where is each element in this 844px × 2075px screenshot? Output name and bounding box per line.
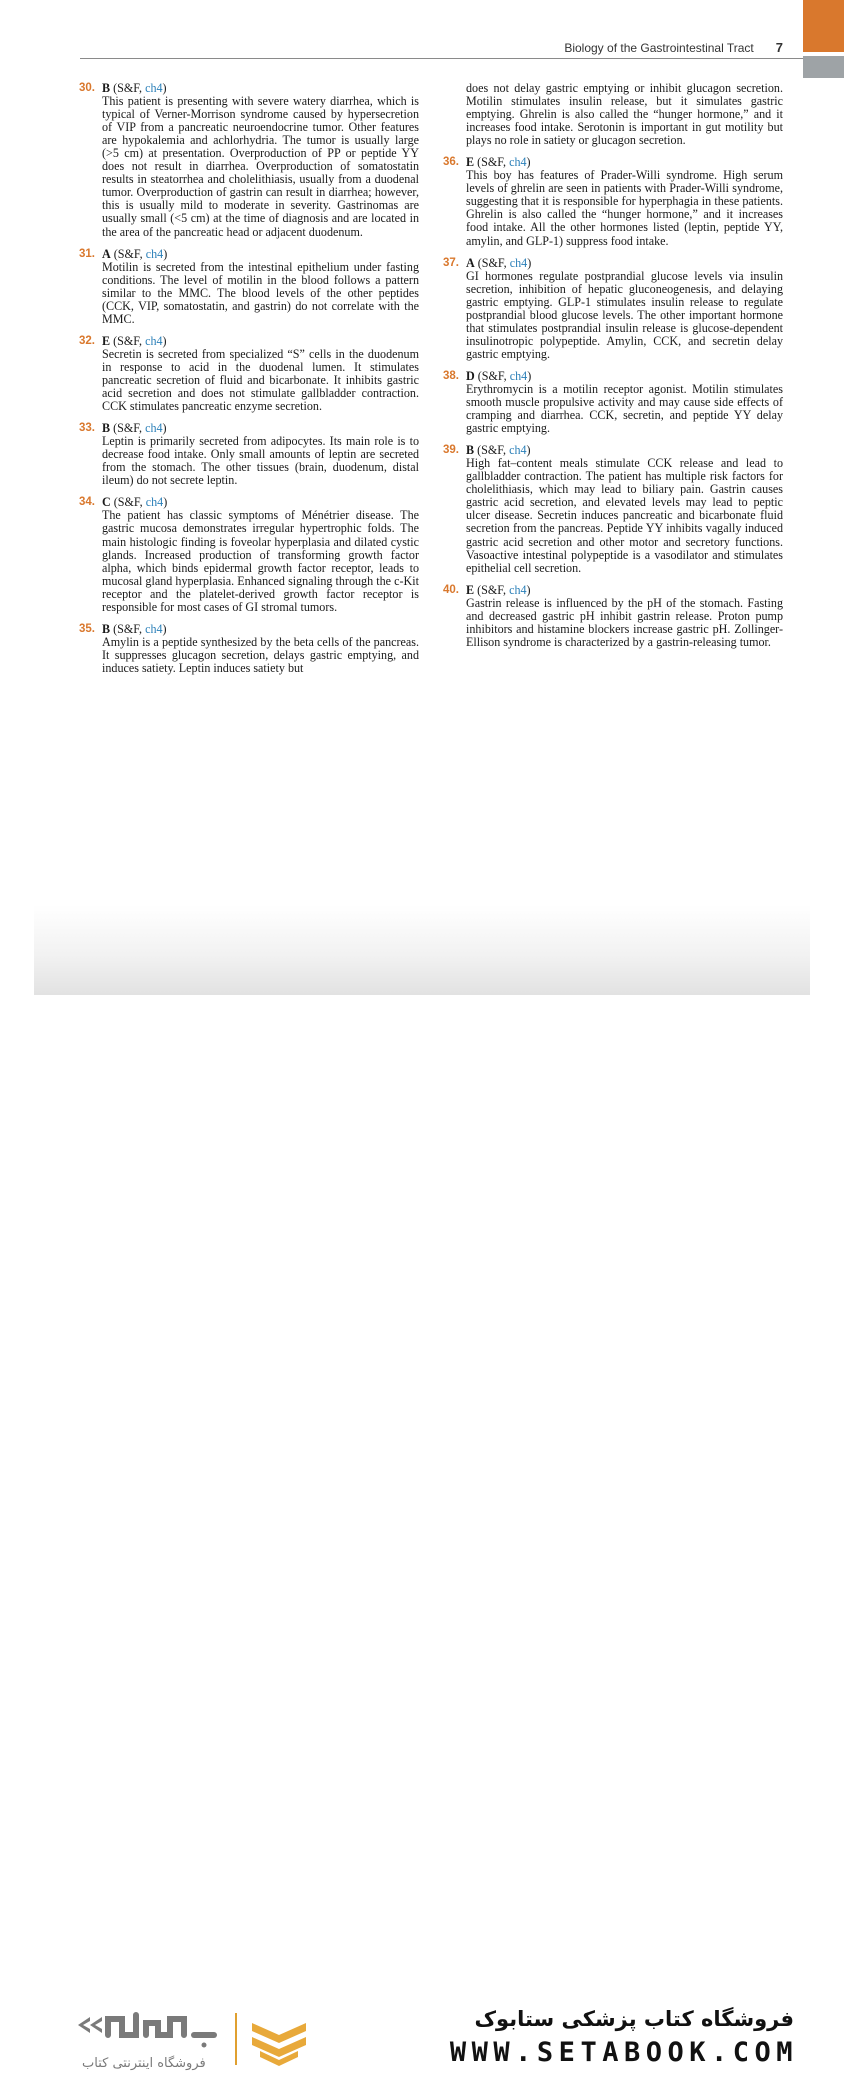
question-number: 40. [443, 583, 459, 596]
answer-line: B (S&F, ch4) [102, 81, 167, 95]
answer-letter: B [102, 421, 111, 436]
question-number: 30. [79, 82, 95, 94]
question-number: 38. [443, 369, 459, 382]
answer-item-40 [443, 582, 783, 649]
page-number: 7 [775, 40, 783, 55]
answer-letter: E [466, 582, 475, 597]
question-number: 39. [443, 444, 459, 457]
explanation-text-continued: does not delay gastric emptying or inhibit glucagon secretion. Motilin stimulates insulin release, but it simulates gastric emptying. Ghrelin is also called the “hunger hormone,” and it increases food intake. Serotonin is important in gut motility but plays no role in satiety or glucagon secretion. [466, 81, 783, 148]
answer-item-35 [79, 621, 419, 675]
answer-line: D (S&F, ch4) [466, 368, 532, 383]
answer-line: A (S&F, ch4) [102, 246, 168, 261]
source-reference: (S&F, [474, 443, 510, 458]
chapter-tab-gray [803, 56, 844, 78]
explanation-text: This patient is presenting with severe watery diarrhea, which is typical of Verner-Morrison syndrome caused by hypersecretion of VIP from a pancreatic neuroendocrine tumor. Other features are hypokalemia and achlorhydria. The tumor is usually large (>5 cm) at presentation. Overproduction of PP or peptide YY does not result in diarrhea. Overproduction of somatostatin results in steatorrhea and cholelithiasis, usually from a duodenal tumor. Overproduction of gastrin can result in diarrhea; however, this is usually mild to moderate in severity. Gastrinomas are usually small (<5 cm) at the time of diagnosis and are located in the area of the pancreatic head or adjacent duodenum. [102, 94, 419, 239]
logo-caption: فروشگاه اینترنتی کتاب [82, 2056, 206, 2071]
setabook-logo [74, 2005, 334, 2075]
answer-line: B (S&F, ch4) [466, 443, 531, 458]
question-number: 35. [79, 622, 95, 635]
answer-letter: A [466, 255, 475, 270]
answer-item-34 [79, 495, 419, 614]
answer-line: E (S&F, ch4) [466, 155, 531, 170]
answer-item-36 [443, 155, 783, 248]
chapter-tab-orange [803, 0, 844, 52]
explanation-text: This boy has features of Prader-Willi syndrome. High serum levels of ghrelin are seen in patients with Prader-Willi syndrome, suggesting that it is responsible for hyperphagia in these patients. Ghrelin is also called the “hunger hormone,” and it increases food intake. All the other hormones listed (leptin, peptide YY, amylin, and GLP-1) suppress food intake. [466, 168, 783, 248]
question-number: 33. [79, 422, 95, 435]
source-reference: (S&F, [474, 368, 510, 383]
answer-letter: B [102, 621, 111, 636]
explanation-text: Erythromycin is a motilin receptor agonist. Motilin stimulates smooth muscle propulsive activity and may cause side effects of cramping and diarrhea. CCK, secretin, and peptide YY delay gastric emptying. [466, 381, 783, 436]
explanation-text: High fat–content meals stimulate CCK release and lead to gallbladder contraction. The patient has multiple risk factors for cholelithiasis, which may lead to biliary pain. Gastrin causes gastric acid secretion, and elevated levels may lead to peptic ulcer disease. Secretin induces pancreatic and bicarbonate fluid secretion from the pancreas. Peptide YY inhibits vagally induced gastric acid secretion and other motor and secretory functions. Vasoactive intestinal polypeptide is a vasodilator and stimulates epithelial cell secretion. [466, 456, 783, 575]
chapter-link[interactable]: ch4 [145, 421, 163, 436]
explanation-text: Secretin is secreted from specialized “S” cells in the duodenum in response to acid in the duodenal lumen. It stimulates pancreatic secretion of fluid and bicarbonate. It inhibits gastric acid secretion and does not stimulate gallbladder contraction. CCK stimulates pancreatic enzyme secretion. [102, 346, 419, 414]
explanation-text: The patient has classic symptoms of Ménétrier disease. The gastric mucosa demonstrates irregular hypertrophic folds. The main histologic finding is foveolar hyperplasia and dilated cystic glands. Increased production of transforming growth factor alpha, which binds epidermal growth factor receptor, leads to mucosal gland hyperplasia. Enhanced signaling through the c-Kit receptor and the platelet-derived growth factor receptor is responsible for most cases of GI stromal tumors. [102, 508, 419, 614]
explanation-text: GI hormones regulate postprandial glucose levels via insulin secretion, inhibition of hepatic gluconeogenesis, and delaying gastric emptying. GLP-1 stimulates insulin release to regulate postprandial blood glucose levels. The other important hormone that stimulates postprandial insulin release is glucose-dependent insulinotropic polypeptide. Amylin, CCK, and secretin delay gastric emptying. [466, 268, 783, 361]
answer-line: A (S&F, ch4) [466, 255, 532, 270]
chapter-link[interactable]: ch4 [145, 333, 163, 348]
source-reference: (S&F, [110, 246, 146, 261]
answer-item-38 [443, 368, 783, 436]
answer-item-33 [79, 421, 419, 488]
answer-line: B (S&F, ch4) [102, 621, 167, 636]
source-reference: (S&F, [110, 495, 146, 510]
answer-line: B (S&F, ch4) [102, 421, 167, 436]
explanation-text: Amylin is a peptide synthesized by the beta cells of the pancreas. It suppresses glucagon secretion, delays gastric emptying, and induces satiety. Leptin induces satiety but [102, 634, 419, 675]
answer-line: E (S&F, ch4) [466, 582, 531, 597]
running-head [0, 40, 783, 55]
answer-line: C (S&F, ch4) [102, 495, 168, 510]
question-number: 32. [79, 334, 95, 347]
answer-item-30 [79, 81, 419, 239]
answer-letter: B [102, 81, 111, 95]
answer-letter: E [102, 333, 111, 348]
chapter-link[interactable]: ch4 [145, 621, 163, 636]
source-reference: (S&F, [110, 81, 146, 95]
question-number: 31. [79, 247, 95, 260]
header-rule [80, 58, 803, 59]
chapter-link[interactable]: ch4 [145, 81, 163, 95]
answer-letter: C [102, 495, 111, 510]
watermark-footer [0, 995, 844, 2071]
answer-item-35-continued [466, 82, 783, 147]
left-column [79, 81, 419, 684]
question-number: 37. [443, 256, 459, 269]
source-reference: (S&F, [474, 155, 510, 170]
chapter-link[interactable]: ch4 [145, 495, 164, 510]
answer-letter: A [102, 246, 111, 261]
logo-wordmark-icon [108, 2015, 214, 2048]
answer-item-37 [443, 255, 783, 361]
right-column [443, 81, 783, 658]
source-reference: (S&F, [110, 621, 146, 636]
answer-line: E (S&F, ch4) [102, 333, 167, 348]
answer-letter: B [466, 443, 475, 458]
chapter-link[interactable]: ch4 [509, 155, 527, 170]
shop-url[interactable]: WWW.SETABOOK.COM [449, 2037, 798, 2068]
source-reference: (S&F, [110, 421, 146, 436]
answer-item-31 [79, 246, 419, 326]
running-head-title: Biology of the Gastrointestinal Tract [564, 41, 754, 55]
answer-letter: D [466, 368, 475, 383]
question-number: 36. [443, 156, 459, 169]
question-number: 34. [79, 496, 95, 509]
source-reference: (S&F, [474, 255, 510, 270]
answer-item-39 [443, 443, 783, 575]
source-reference: (S&F, [474, 582, 510, 597]
chapter-link[interactable]: ch4 [509, 255, 528, 270]
explanation-text: Gastrin release is influenced by the pH of the stomach. Fasting and decreased gastric pH inhibit gastrin release. Proton pump inhibitors and histamine blockers increase gastric pH. Zollinger-Ellison syndrome is characterized by a gastrin-releasing tumor. [466, 595, 783, 649]
answer-item-32 [79, 333, 419, 414]
logo-book-icon [252, 2023, 306, 2066]
chapter-link[interactable]: ch4 [509, 443, 527, 458]
answer-letter: E [466, 155, 475, 170]
page-bottom-shadow [34, 905, 810, 995]
source-reference: (S&F, [110, 333, 146, 348]
chapter-link[interactable]: ch4 [509, 368, 528, 383]
chapter-link[interactable]: ch4 [145, 246, 164, 261]
chapter-link[interactable]: ch4 [509, 582, 527, 597]
explanation-text: Leptin is primarily secreted from adipocytes. Its main role is to decrease food intake. Only small amounts of leptin are secreted from the stomach. The other tissues (brain, duodenum, distal ileum) do not secrete leptin. [102, 434, 419, 488]
explanation-text: Motilin is secreted from the intestinal epithelium under fasting conditions. The level of motilin in the blood follows a pattern similar to the MMC. The blood levels of the other peptides (CCK, VIP, somatostatin, and gastrin) do not correlate with the MMC. [102, 259, 419, 326]
shop-name: فروشگاه کتاب پزشکی ستابوک [474, 2007, 794, 2031]
logo-chevrons-icon [78, 2017, 102, 2033]
